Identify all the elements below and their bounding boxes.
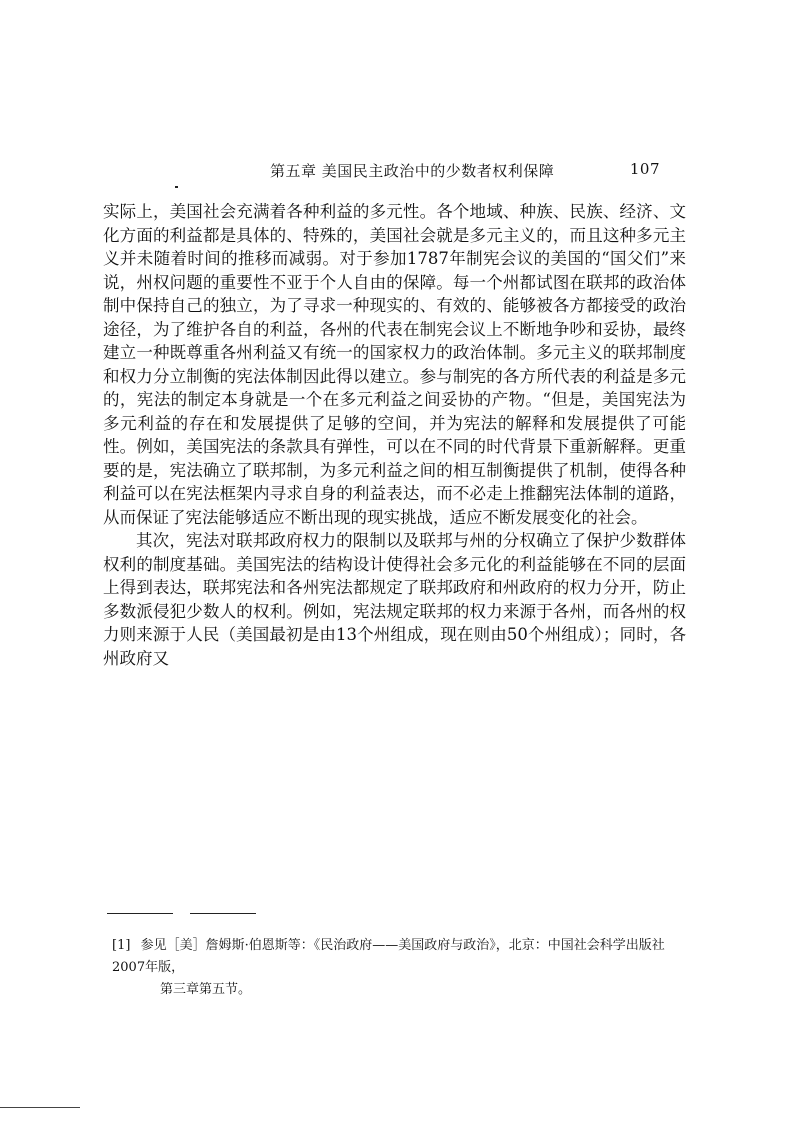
speck xyxy=(175,186,178,188)
body-text xyxy=(103,200,686,670)
body-paragraph: 其次，宪法对联邦政府权力的限制以及联邦与州的分权确立了保护少数群体权利的制度基础。美国宪法的结构设计使得社会多元化的利益能够在不同的层面上得到表达，联邦宪法和各州宪法都规定了联邦政府和州政府的权力分开，防止多数派侵犯少数人的权利。例如，宪法规定联邦的权力来源于各州，而各州的权力则来源于人民（美国最初是由13个州组成，现在则由50个州组成）；同时，各州政府又 xyxy=(103,531,686,668)
running-header xyxy=(270,160,670,181)
footnote-text: 参见［美］詹姆斯·伯恩斯等：《民治政府——美国政府与政治》，北京：中国社会科学出版社2007年版， xyxy=(112,938,665,975)
page-number: 107 xyxy=(629,160,660,178)
footnote-divider xyxy=(107,913,173,914)
page-edge-line xyxy=(0,1107,80,1108)
footnote-marker: [1] xyxy=(112,938,131,953)
running-head-title: 第五章 美国民主政治中的少数者权利保障 xyxy=(270,162,555,180)
footnote xyxy=(112,935,692,1001)
footnote-divider xyxy=(190,913,256,914)
footnote-continuation: 第三章第五节。 xyxy=(160,982,252,997)
body-paragraph: 实际上，美国社会充满着各种利益的多元性。各个地域、种族、民族、经济、文化方面的利益都是具体的、特殊的，美国社会就是多元主义的，而且这种多元主义并未随着时间的推移而减弱。对于参加1787年制宪会议的美国的“国父们”来说，州权问题的重要性不亚于个人自由的保障。每一个州都试图在联邦的政治体制中保持自己的独立，为了寻求一种现实的、有效的、能够被各方都接受的政治途径，为了维护各自的利益，各州的代表在制宪会议上不断地争吵和妥协，最终建立一种既尊重各州利益又有统一的国家权力的政治体制。多元主义的联邦制度和权力分立制衡的宪法体制因此得以建立。参与制宪的各方所代表的利益是多元的，宪法的制定本身就是一个在多元利益之间妥协的产物。“但是，美国宪法为多元利益的存在和发展提供了足够的空间，并为宪法的解释和发展提供了可能性。例如，美国宪法的条款具有弹性，可以在不同的时代背景下重新解释。更重要的是，宪法确立了联邦制，为多元利益之间的相互制衡提供了机制，使得各种利益可以在宪法框架内寻求自身的利益表达，而不必走上推翻宪法体制的道路，从而保证了宪法能够适应不断出现的现实挑战，适应不断发展变化的社会。 xyxy=(103,202,686,527)
